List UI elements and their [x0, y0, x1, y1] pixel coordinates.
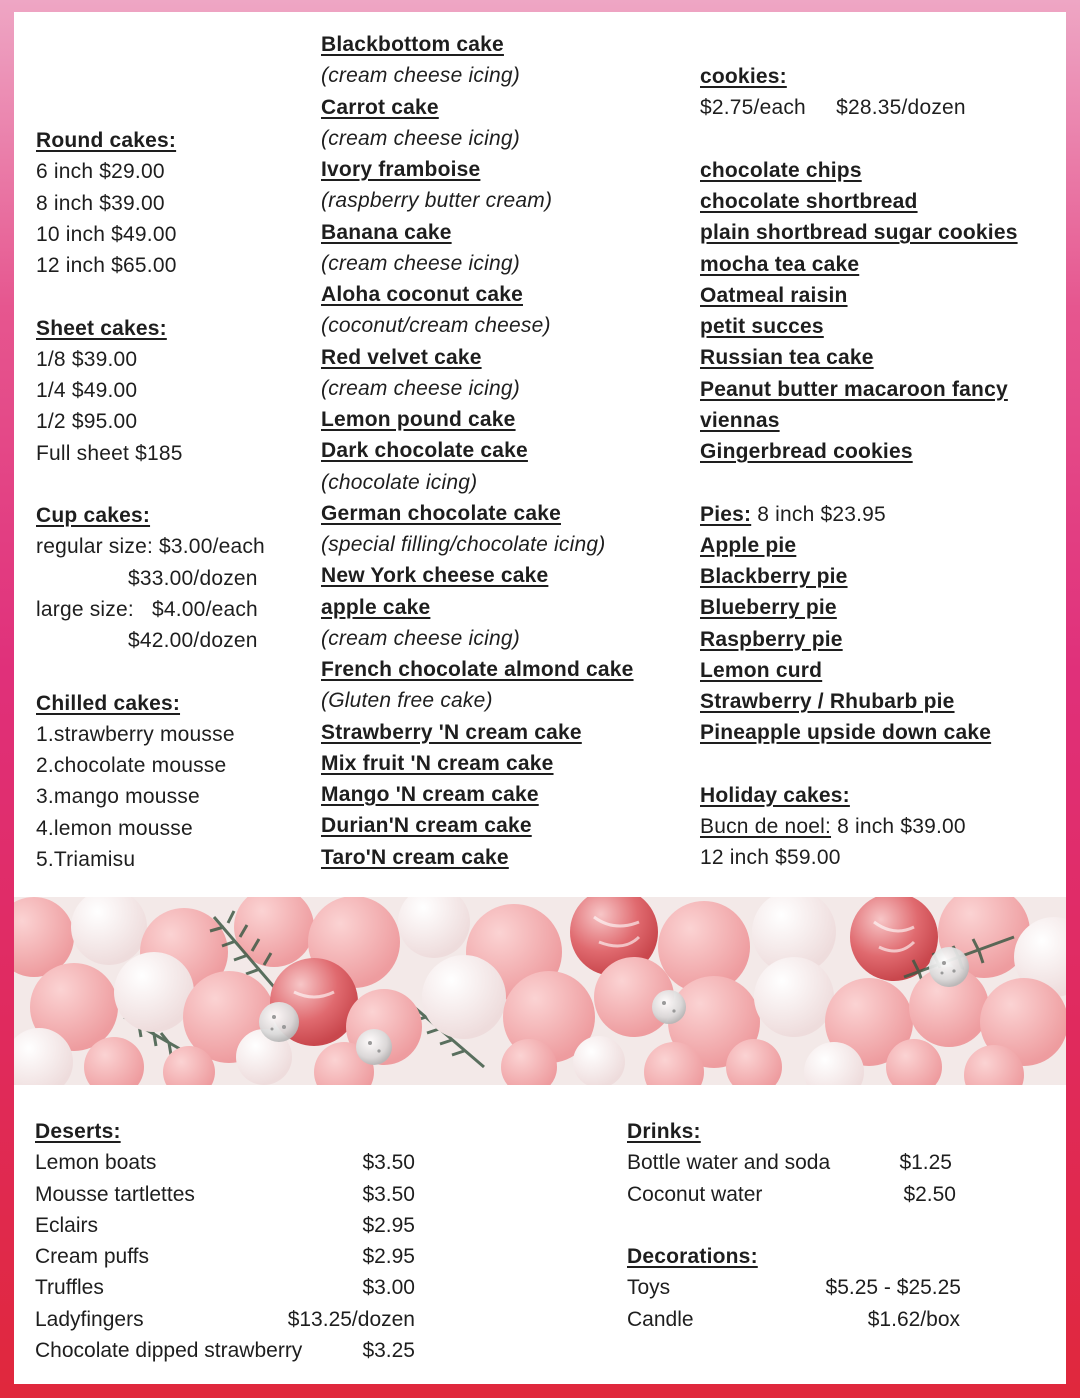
desert-row [35, 1241, 415, 1272]
desert-price: $3.50 [362, 1182, 415, 1206]
pie-item: Raspberry pie [700, 627, 843, 651]
decoration-name: Candle [627, 1307, 694, 1331]
sheet-cakes-line: 1/4 $49.00 [36, 379, 138, 402]
cake-name: Dark chocolate cake [321, 439, 528, 463]
drink-row [627, 1147, 952, 1178]
cake-note: (cream cheese icing) [321, 126, 520, 150]
round-cakes-line: 12 inch $65.00 [36, 254, 177, 277]
cake-name: apple cake [321, 595, 431, 619]
cake-name: Ivory framboise [321, 158, 481, 181]
desert-name: Mousse tartlettes [35, 1182, 195, 1206]
pies-heading: Pies: [700, 502, 752, 526]
chilled-cakes-line: 2.chocolate mousse [36, 754, 227, 777]
cake-name: Durian'N cream cake [321, 814, 532, 838]
drinks-heading: Drinks: [627, 1120, 701, 1143]
drink-price: $2.50 [903, 1182, 956, 1206]
chilled-cakes-line: 3.mango mousse [36, 785, 200, 809]
chilled-cakes-line: 5.Triamisu [36, 847, 136, 871]
pie-item: Lemon curd [700, 658, 823, 682]
holiday-line-2: 12 inch $59.00 [700, 846, 841, 870]
holiday-item-name: Bucn de noel: [700, 815, 832, 838]
pie-item: Pineapple upside down cake [700, 721, 992, 745]
cake-name: Carrot cake [321, 95, 439, 119]
cookie-item: Peanut butter macaroon fancy [700, 377, 1008, 401]
deserts-heading: Deserts: [35, 1120, 121, 1143]
chilled-cakes-line: 4.lemon mousse [36, 816, 193, 840]
cake-note: (cream cheese icing) [321, 251, 520, 275]
desert-row [35, 1210, 415, 1241]
cake-note: (Gluten free cake) [321, 689, 493, 713]
desert-price: $2.95 [362, 1245, 415, 1268]
desert-price: $3.50 [362, 1151, 415, 1175]
cookie-item: Gingerbread cookies [700, 440, 913, 463]
desert-name: Chocolate dipped strawberry [35, 1338, 303, 1362]
drink-price: $1.25 [899, 1151, 952, 1175]
cup-cakes-regular-dozen: $33.00/dozen [128, 566, 258, 590]
desert-row [35, 1335, 415, 1366]
desert-row [35, 1179, 415, 1210]
cake-name: Aloha coconut cake [321, 283, 523, 306]
cup-cakes-large-each: large size: $4.00/each [36, 597, 258, 621]
desert-name: Cream puffs [35, 1245, 149, 1268]
cake-name: Taro'N cream cake [321, 845, 509, 869]
pies-line [700, 499, 1060, 530]
desert-row [35, 1272, 415, 1303]
cake-name: Mango 'N cream cake [321, 783, 539, 806]
cake-note: (cream cheese icing) [321, 64, 520, 88]
cake-note: (cream cheese icing) [321, 376, 520, 400]
desert-price: $3.25 [362, 1338, 415, 1362]
cookie-item: Oatmeal raisin [700, 283, 848, 307]
drinks-section [627, 1116, 961, 1335]
cup-cakes-regular-each: regular size: $3.00/each [36, 535, 265, 559]
cake-name: German chocolate cake [321, 501, 561, 525]
cake-note: (raspberry butter cream) [321, 189, 553, 213]
chilled-cakes-heading: Chilled cakes: [36, 691, 181, 715]
decoration-row [627, 1304, 960, 1335]
round-cakes-line: 8 inch $39.00 [36, 191, 165, 215]
cake-name: Blackbottom cake [321, 33, 504, 56]
cake-name: Lemon pound cake [321, 408, 516, 431]
holiday-heading: Holiday cakes: [700, 783, 850, 807]
decorations-heading: Decorations: [627, 1245, 758, 1268]
cake-name: Strawberry 'N cream cake [321, 720, 582, 744]
pies-price: 8 inch $23.95 [751, 502, 886, 526]
pie-item: Blackberry pie [700, 565, 848, 588]
desert-price: $13.25/dozen [287, 1307, 415, 1331]
drink-row [627, 1179, 956, 1210]
cookie-item: viennas [700, 408, 780, 432]
left-column [36, 125, 316, 875]
pie-item: Blueberry pie [700, 596, 837, 620]
cookie-item: mocha tea cake [700, 252, 860, 276]
desert-name: Lemon boats [35, 1151, 157, 1175]
decoration-row [627, 1272, 961, 1303]
decoration-name: Toys [627, 1276, 671, 1300]
round-cakes-line: 10 inch $49.00 [36, 222, 177, 246]
desert-row [35, 1147, 415, 1178]
pie-item: Strawberry / Rhubarb pie [700, 690, 955, 713]
cookies-heading: cookies: [700, 65, 787, 88]
drink-name: Bottle water and soda [627, 1151, 831, 1175]
chilled-cakes-line: 1.strawberry mousse [36, 722, 235, 746]
deserts-section [35, 1116, 415, 1366]
cake-name: French chocolate almond cake [321, 658, 634, 681]
desert-name: Truffles [35, 1276, 104, 1300]
desert-name: Ladyfingers [35, 1307, 144, 1331]
decoration-price: $1.62/box [867, 1307, 960, 1331]
cake-name: Red velvet cake [321, 345, 482, 369]
right-column [700, 61, 1060, 874]
drink-name: Coconut water [627, 1182, 763, 1206]
cake-note: (special filling/chocolate icing) [321, 533, 606, 556]
balloon-garland-illustration [14, 897, 1066, 1085]
cake-note: (cream cheese icing) [321, 626, 520, 650]
cake-name: New York cheese cake [321, 564, 549, 588]
menu-page [14, 12, 1066, 1384]
round-cakes-line: 6 inch $29.00 [36, 160, 165, 184]
cookie-item: chocolate chips [700, 158, 862, 182]
cup-cakes-heading: Cup cakes: [36, 504, 151, 527]
middle-column [321, 29, 691, 873]
desert-row [35, 1304, 415, 1335]
round-cakes-heading: Round cakes: [36, 129, 177, 152]
sheet-cakes-line: 1/2 $95.00 [36, 410, 138, 434]
decoration-price: $5.25 - $25.25 [825, 1276, 961, 1300]
cookie-item: plain shortbread sugar cookies [700, 221, 1018, 245]
sheet-cakes-line: 1/8 $39.00 [36, 347, 138, 371]
holiday-item-price: 8 inch $39.00 [831, 815, 966, 838]
balloon-banner-image [14, 897, 1066, 1085]
cake-note: (coconut/cream cheese) [321, 314, 551, 338]
desert-name: Eclairs [35, 1213, 99, 1237]
desert-price: $2.95 [362, 1213, 415, 1237]
cookie-item: petit succes [700, 315, 824, 338]
cake-note: (chocolate icing) [321, 470, 478, 494]
cookies-price: $2.75/each $28.35/dozen [700, 96, 966, 120]
holiday-line [700, 811, 1060, 842]
cookie-item: chocolate shortbread [700, 190, 918, 213]
pie-item: Apple pie [700, 533, 797, 557]
desert-price: $3.00 [362, 1276, 415, 1300]
sheet-cakes-line: Full sheet $185 [36, 441, 183, 465]
cup-cakes-large-dozen: $42.00/dozen [128, 629, 258, 652]
cookie-item: Russian tea cake [700, 346, 874, 370]
sheet-cakes-heading: Sheet cakes: [36, 316, 167, 340]
cake-name: Mix fruit 'N cream cake [321, 751, 554, 775]
cake-name: Banana cake [321, 220, 452, 244]
